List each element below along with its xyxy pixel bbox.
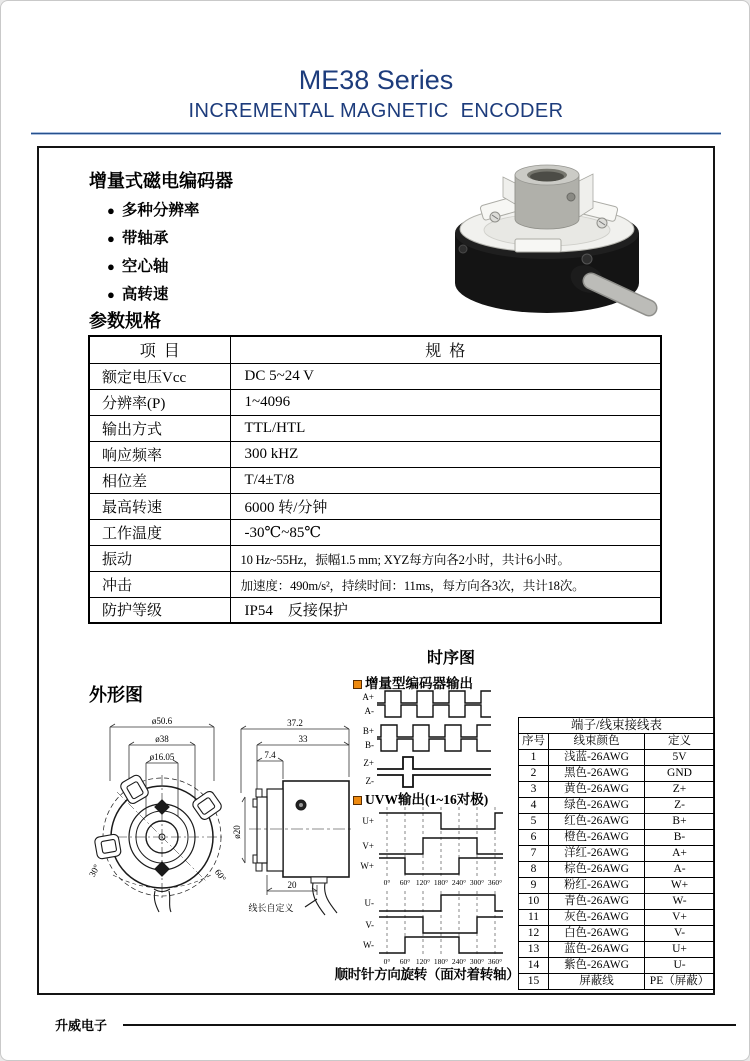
- wiring-table-title: 端子/线束接线表: [519, 718, 715, 734]
- spec-row: 输出方式 TTL/HTL: [89, 415, 661, 441]
- spec-row: 冲击 加速度：490m/s²，持续时间：11ms，每方向各3次，共计18次。: [89, 571, 661, 597]
- spec-row: 工作温度 -30℃~85℃: [89, 519, 661, 545]
- svg-text:240°: 240°: [451, 878, 467, 887]
- feature-label: 空心轴: [121, 258, 169, 275]
- spec-table: [88, 335, 662, 624]
- svg-text:U+: U+: [362, 816, 374, 826]
- svg-text:B+: B+: [362, 726, 374, 736]
- feature-list: [107, 197, 199, 309]
- svg-text:Z-: Z-: [365, 776, 374, 786]
- section-heading-outline: 外形图: [89, 685, 143, 705]
- title-rule: [31, 132, 721, 135]
- front-mount-tabs: [94, 773, 223, 876]
- feature-label: 多种分辨率: [121, 202, 200, 219]
- svg-text:0°: 0°: [383, 878, 391, 887]
- svg-text:360°: 360°: [487, 957, 503, 965]
- wiring-table: [518, 717, 715, 990]
- svg-text:ø38: ø38: [155, 734, 169, 744]
- outline-side-view: [227, 719, 357, 917]
- svg-text:A-: A-: [364, 706, 374, 716]
- feature-item: [107, 225, 199, 253]
- waveform-v-minus: [379, 917, 503, 933]
- uvw-output-text: UVW输出(1~16对极): [365, 792, 489, 807]
- wiring-row: 15 屏蔽线 PE（屏蔽）: [519, 974, 715, 990]
- wiring-header-row: 序号 线束颜色 定义: [519, 734, 715, 750]
- svg-text:ø20: ø20: [232, 825, 242, 839]
- bullet-icon: ●: [107, 259, 115, 274]
- wiring-row: 6 橙色-26AWG B-: [519, 830, 715, 846]
- svg-text:360°: 360°: [487, 878, 503, 887]
- waveform-z-plus: [377, 757, 491, 769]
- feature-label: 高转速: [121, 286, 169, 303]
- waveform-u-minus: [379, 895, 503, 911]
- svg-text:V-: V-: [365, 920, 374, 930]
- feature-label: 带轴承: [121, 230, 169, 247]
- spec-row: 响应频率 300 kHZ: [89, 441, 661, 467]
- svg-text:Z+: Z+: [363, 758, 374, 768]
- incremental-waveforms: [377, 691, 491, 787]
- svg-text:60°: 60°: [212, 867, 229, 884]
- svg-text:33: 33: [298, 734, 308, 744]
- uvw-plus-labels: [360, 816, 374, 871]
- svg-text:30°: 30°: [87, 862, 102, 879]
- wiring-row: 10 青色-26AWG W-: [519, 894, 715, 910]
- waveform-a-minus: [377, 705, 491, 717]
- page-title: ME38 Series: [298, 65, 454, 95]
- side-cable: [305, 883, 337, 915]
- svg-text:60°: 60°: [399, 878, 411, 887]
- svg-text:120°: 120°: [415, 957, 431, 965]
- timing-caption: 顺时针方向旋转（面对着转轴）: [334, 967, 520, 982]
- spec-row: 防护等级 IP54 反接保护: [89, 597, 661, 623]
- wiring-row: 5 红色-26AWG B+: [519, 814, 715, 830]
- wiring-row: 1 浅蓝-26AWG 5V: [519, 750, 715, 766]
- side-body-profile: [249, 781, 354, 883]
- section-heading-specs: 参数规格: [89, 311, 161, 331]
- wiring-row: 8 棕色-26AWG A-: [519, 862, 715, 878]
- svg-text:V+: V+: [362, 841, 374, 851]
- spec-row: 最高转速 6000 转/分钟: [89, 493, 661, 519]
- incremental-output-text: 增量型编码器输出: [365, 676, 473, 691]
- wiring-row: 13 蓝色-26AWG U+: [519, 942, 715, 958]
- waveform-z-minus: [377, 775, 491, 787]
- product-image: [437, 151, 659, 323]
- svg-text:300°: 300°: [469, 957, 485, 965]
- wiring-row: 11 灰色-26AWG V+: [519, 910, 715, 926]
- svg-text:B-: B-: [365, 740, 374, 750]
- wiring-row: 3 黄色-26AWG Z+: [519, 782, 715, 798]
- svg-text:300°: 300°: [469, 878, 485, 887]
- spec-row: 相位差 T/4±T/8: [89, 467, 661, 493]
- bullet-icon: ●: [107, 203, 115, 218]
- bullet-icon: ●: [107, 287, 115, 302]
- front-cable: [154, 889, 171, 912]
- spec-col-item: 项 目: [89, 336, 230, 363]
- feature-item: [107, 281, 199, 309]
- spec-row: 振动 10 Hz~55Hz，振幅1.5 mm; XYZ每方向各2小时，共计6小时。: [89, 545, 661, 571]
- waveform-b-minus: [377, 739, 491, 751]
- bullet-icon: ●: [107, 231, 115, 246]
- wiring-row: 4 绿色-26AWG Z-: [519, 798, 715, 814]
- wiring-row: 2 黑色-26AWG GND: [519, 766, 715, 782]
- front-dimension-labels: [150, 716, 175, 762]
- svg-text:W-: W-: [363, 940, 374, 950]
- wiring-row: 12 白色-26AWG V-: [519, 926, 715, 942]
- incremental-signal-labels: [362, 692, 374, 786]
- svg-text:37.2: 37.2: [287, 719, 303, 728]
- timing-diagram: [347, 687, 532, 965]
- timing-title: 时序图: [426, 650, 475, 667]
- footer-company: 升威电子: [55, 1018, 108, 1033]
- svg-text:0°: 0°: [383, 957, 391, 965]
- svg-text:U-: U-: [364, 898, 374, 908]
- page-subtitle: INCREMENTAL MAGNETIC ENCODER: [188, 100, 564, 122]
- cable-length-note: 线长自定义: [248, 903, 294, 913]
- waveform-a-plus: [377, 691, 491, 703]
- degree-labels-upper: [384, 878, 503, 887]
- wiring-title-row: [519, 718, 715, 734]
- svg-text:ø50.6: ø50.6: [151, 716, 173, 726]
- uvw-minus-labels: [363, 898, 374, 950]
- waveform-u-plus: [379, 813, 503, 829]
- svg-text:W+: W+: [360, 861, 374, 871]
- wiring-row: 7 洋红-26AWG A+: [519, 846, 715, 862]
- svg-text:120°: 120°: [415, 878, 431, 887]
- spec-col-spec: 规 格: [230, 336, 661, 363]
- svg-text:180°: 180°: [433, 878, 449, 887]
- spec-header-row: [89, 336, 661, 363]
- spec-row: 额定电压Vcc DC 5~24 V: [89, 363, 661, 389]
- feature-item: [107, 197, 199, 225]
- footer-rule: [123, 1024, 736, 1026]
- svg-text:ø16.05: ø16.05: [149, 752, 175, 762]
- spec-row: 分辨率(P) 1~4096: [89, 389, 661, 415]
- section-heading-intro: 增量式磁电编码器: [89, 171, 233, 191]
- wiring-row: 14 紫色-26AWG U-: [519, 958, 715, 974]
- wiring-row: 9 粉红-26AWG W+: [519, 878, 715, 894]
- svg-text:60°: 60°: [399, 957, 411, 965]
- svg-text:A+: A+: [362, 692, 374, 702]
- svg-text:240°: 240°: [451, 957, 467, 965]
- svg-text:20: 20: [287, 880, 297, 890]
- waveform-w-plus: [379, 858, 503, 874]
- feature-item: [107, 253, 199, 281]
- outline-front-view: [87, 715, 237, 913]
- waveform-b-plus: [377, 725, 491, 737]
- svg-text:7.4: 7.4: [264, 750, 276, 760]
- svg-text:180°: 180°: [433, 957, 449, 965]
